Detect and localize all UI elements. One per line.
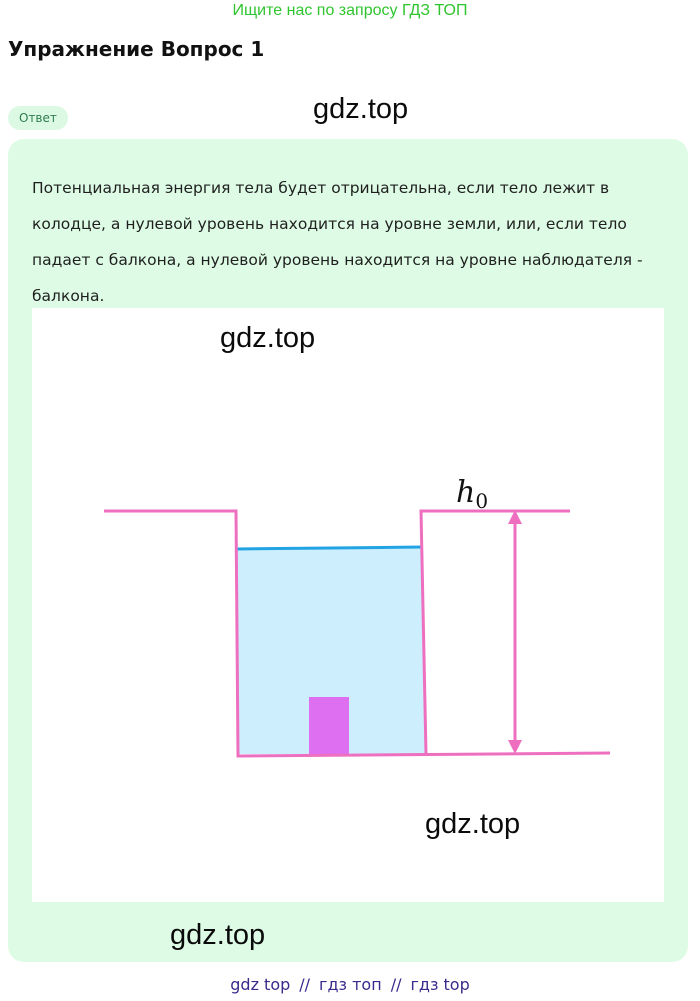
body-block	[309, 697, 349, 755]
water-surface-line	[236, 547, 423, 549]
well-diagram	[32, 308, 664, 902]
footer-separator: //	[390, 975, 402, 994]
well-right-wall	[421, 511, 570, 754]
height-label	[456, 475, 488, 513]
search-banner: Ищите нас по запросу ГДЗ ТОП	[232, 2, 468, 19]
footer-link-gdz-top-ru[interactable]: гдз топ	[319, 975, 382, 994]
footer-link-gdz-top-mixed[interactable]: гдз top	[410, 975, 470, 994]
watermark: gdz.top	[313, 93, 409, 125]
watermark: gdz.top	[170, 919, 266, 951]
well-figure	[32, 308, 664, 902]
answer-text: Потенциальная энергия тела будет отрицательна, если тело лежит в колодце, а нулевой уровень находится на уровне земли, или, если тело падает с балкона, а нулевой уровень находится на уровне наблюдателя - балкона.	[32, 179, 643, 305]
page-title: Упражнение Вопрос 1	[8, 37, 265, 61]
footer-link-gdz-top[interactable]: gdz top	[230, 975, 291, 994]
footer-links	[0, 975, 700, 994]
height-label-subscript: 0	[475, 489, 489, 513]
arrow-head-down	[508, 740, 522, 754]
answer-badge[interactable]: Ответ	[8, 106, 68, 130]
watermark: gdz.top	[220, 322, 316, 354]
footer-separator: //	[299, 975, 311, 994]
watermark: gdz.top	[425, 808, 521, 840]
height-label-base: h	[456, 475, 476, 510]
